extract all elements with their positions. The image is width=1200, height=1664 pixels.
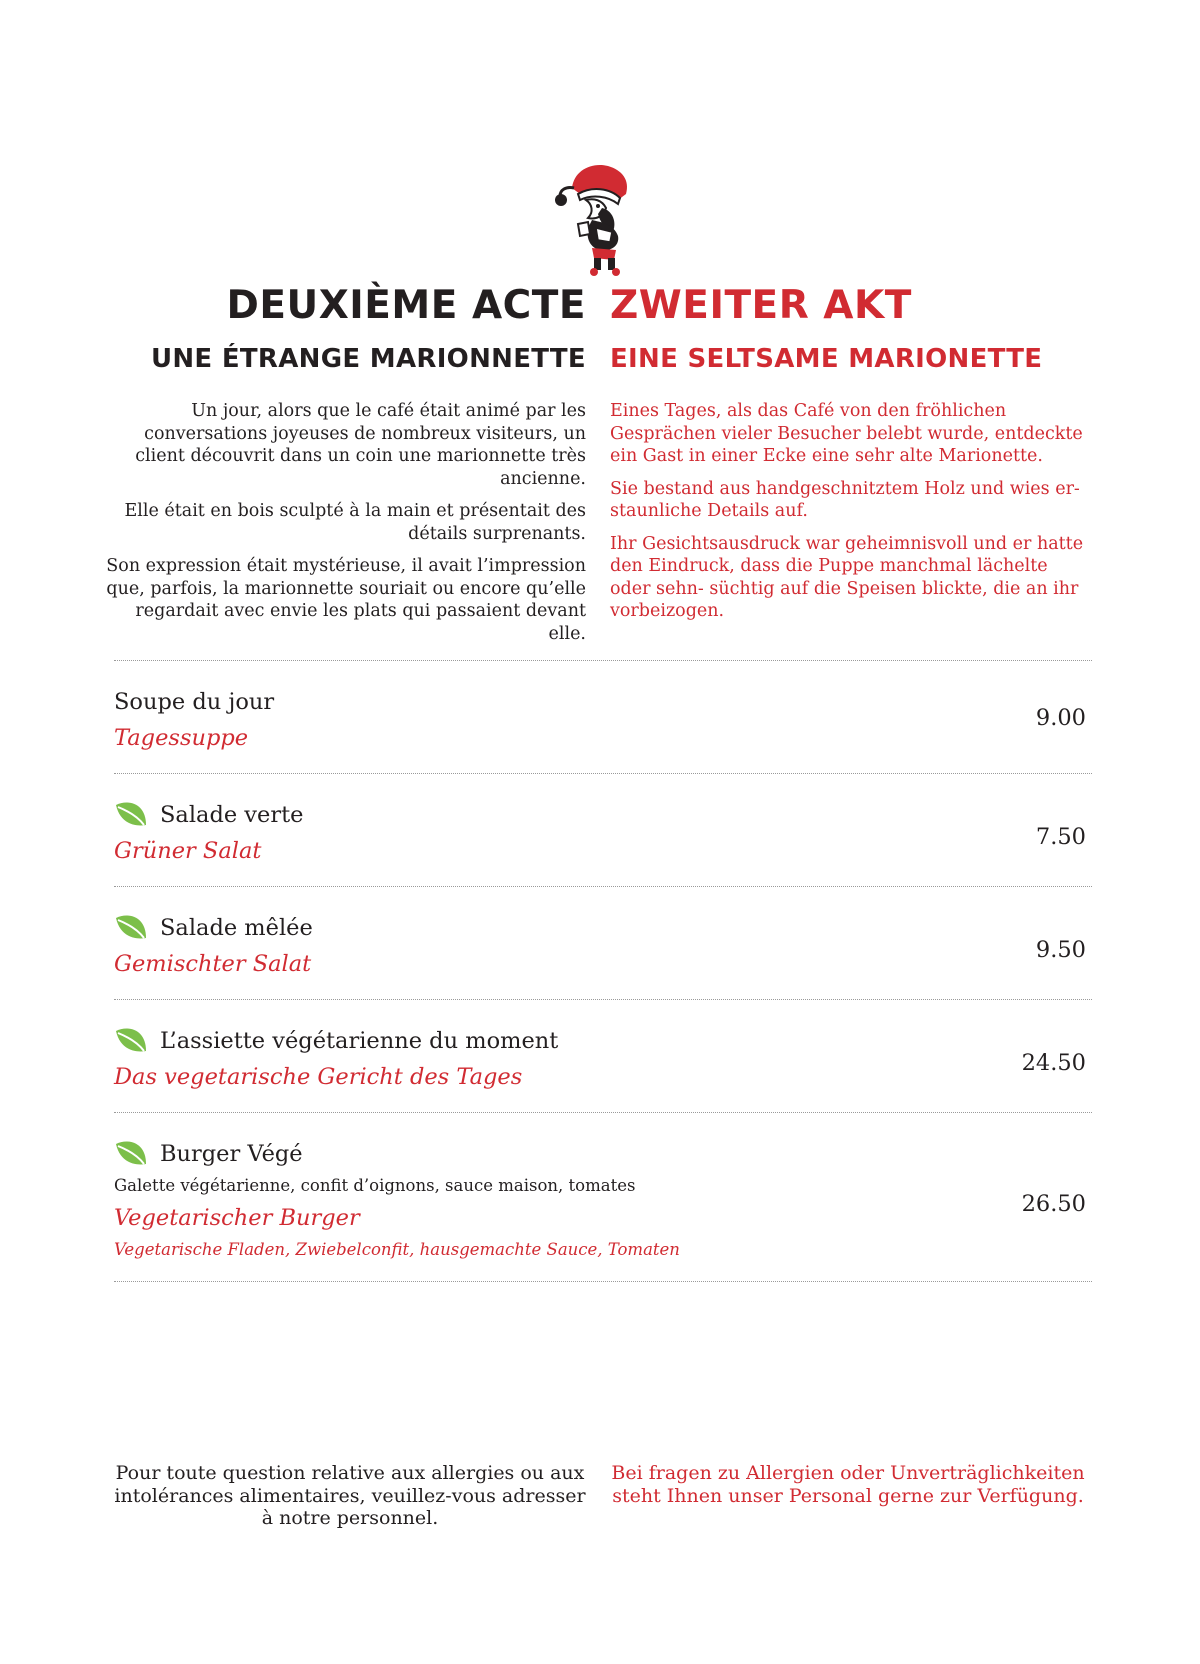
fr-intro-paragraph: Un jour, alors que le café était animé par les conversations joyeuses de nombreux visiteurs, un client découvrit dans un coin une marionnette très ancienne. bbox=[135, 401, 586, 489]
item-name-fr: Salade mêlée bbox=[160, 915, 313, 941]
item-title-row bbox=[114, 1026, 1092, 1056]
de-intro bbox=[610, 400, 1090, 633]
leaf-icon bbox=[114, 1027, 148, 1055]
marionette-mascot-icon bbox=[552, 160, 636, 278]
item-name-fr: Burger Végé bbox=[160, 1141, 303, 1167]
menu-list bbox=[114, 660, 1092, 1282]
de-intro-paragraph: Ihr Gesichtsausdruck war geheimnisvoll und er hatte den Eindruck, dass die Puppe manchmal lächelte oder sehn- süchtig auf die Speisen blickte, die an ihr vorbeizogen. bbox=[610, 533, 1084, 621]
de-intro-paragraph: Eines Tages, als das Café von den fröhlichen Gesprächen vieler Besucher belebt wurde, entdeckte ein Gast in einer Ecke eine sehr alte Marionette. bbox=[610, 401, 1083, 466]
item-price: 24.50 bbox=[1021, 1050, 1086, 1076]
item-name-de: Vegetarischer Burger bbox=[114, 1205, 360, 1231]
menu-item bbox=[114, 887, 1092, 999]
item-title-row bbox=[114, 1139, 1092, 1169]
item-name-de: Grüner Salat bbox=[114, 838, 262, 864]
fr-intro-paragraph: Son expression était mystérieuse, il avait l’impression que, parfois, la marionnette souriait ou encore qu’elle regardait avec envie les plats qui passaient devant elle. bbox=[106, 556, 586, 644]
de-subtitle: EINE SELTSAME MARIONETTE bbox=[610, 344, 1043, 374]
de-intro-paragraph: Sie bestand aus handgeschnitztem Holz und wies er- staunliche Details auf. bbox=[610, 478, 1080, 521]
item-name-de: Tagessuppe bbox=[114, 725, 249, 751]
item-price: 9.50 bbox=[1035, 937, 1086, 963]
menu-item bbox=[114, 661, 1092, 773]
item-name-fr: Soupe du jour bbox=[114, 689, 275, 715]
de-title: ZWEITER AKT bbox=[610, 283, 912, 328]
item-name-fr: L’assiette végétarienne du moment bbox=[160, 1028, 559, 1054]
divider bbox=[114, 1281, 1092, 1282]
item-name-fr: Salade verte bbox=[160, 802, 304, 828]
leaf-icon bbox=[114, 1140, 148, 1168]
fr-intro-paragraph: Elle était en bois sculpté à la main et présentait des détails surprenants. bbox=[124, 501, 586, 544]
item-title-row bbox=[114, 913, 1092, 943]
item-price: 9.00 bbox=[1035, 705, 1086, 731]
allergy-note-de: Bei fragen zu Allergien oder Unverträglichkeiten steht Ihnen unser Personal gerne zur Verfügung. bbox=[611, 1462, 1085, 1507]
item-name-de: Gemischter Salat bbox=[114, 951, 312, 977]
allergy-note-fr: Pour toute question relative aux allergies ou aux intolérances alimentaires, veuillez-vous adresser à notre personnel. bbox=[114, 1462, 586, 1529]
item-description-de: Vegetarische Fladen, Zwiebelconfit, hausgemachte Sauce, Tomaten bbox=[114, 1240, 680, 1259]
item-price: 26.50 bbox=[1021, 1191, 1086, 1217]
leaf-icon bbox=[114, 801, 148, 829]
fr-intro bbox=[106, 400, 586, 655]
menu-item bbox=[114, 1000, 1092, 1112]
menu-item bbox=[114, 1113, 1092, 1281]
item-name-de: Das vegetarische Gericht des Tages bbox=[114, 1064, 523, 1090]
fr-subtitle: UNE ÉTRANGE MARIONNETTE bbox=[150, 344, 586, 374]
menu-item bbox=[114, 774, 1092, 886]
item-price: 7.50 bbox=[1035, 824, 1086, 850]
fr-title: DEUXIÈME ACTE bbox=[226, 283, 586, 328]
item-title-row bbox=[114, 800, 1092, 830]
leaf-icon bbox=[114, 914, 148, 942]
item-description-fr: Galette végétarienne, confit d’oignons, sauce maison, tomates bbox=[114, 1176, 636, 1195]
